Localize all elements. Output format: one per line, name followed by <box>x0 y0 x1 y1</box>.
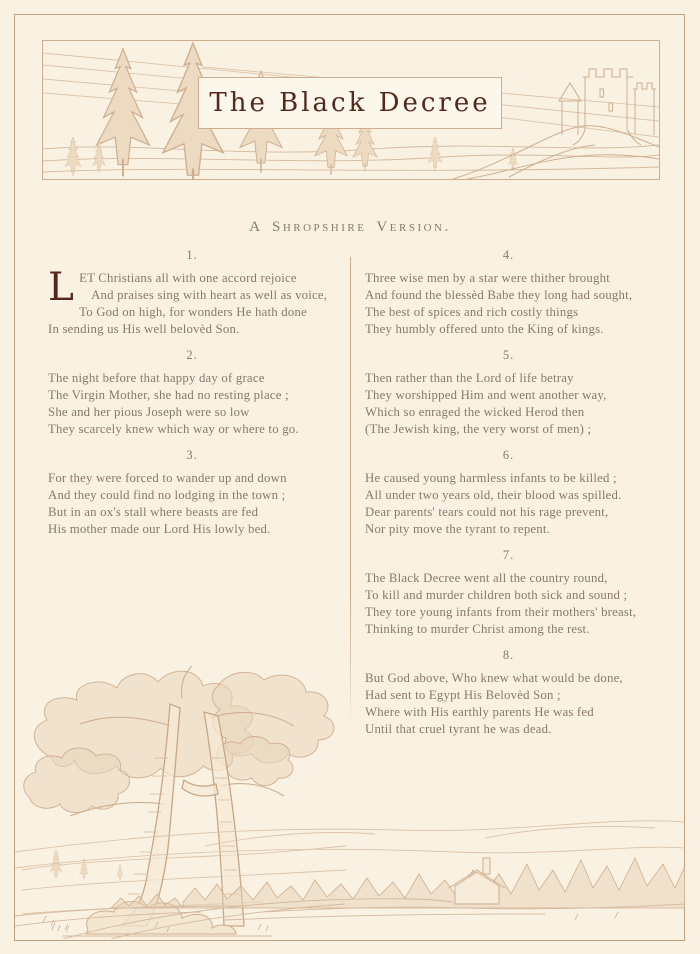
verse-line: Until that cruel tyrant he was dead. <box>365 722 552 736</box>
verse-line: In sending us His well belovèd Son. <box>48 322 240 336</box>
verse-line: Where with His earthly parents He was fed <box>365 705 594 719</box>
verse-line: The best of spices and rich costly things <box>365 305 579 319</box>
page-title: The Black Decree <box>209 88 491 118</box>
verse-line: And found the blessèd Babe they long had sought, <box>365 288 633 302</box>
verse-line: All under two years old, their blood was spilled. <box>365 488 622 502</box>
stanza <box>365 449 652 538</box>
stanza <box>365 349 652 438</box>
verse-line: And they could find no lodging in the town ; <box>48 488 286 502</box>
title-box <box>198 77 502 129</box>
stanza-number: 3. <box>186 448 198 462</box>
verse-line: They tore young infants from their mothers' breast, <box>365 605 637 619</box>
stanza-lines <box>365 270 652 338</box>
verse-line: They worshipped Him and went another way, <box>365 388 607 402</box>
stanza <box>365 549 652 638</box>
page-subtitle: A Shropshire Version. <box>249 219 451 235</box>
verse-line: They humbly offered unto the King of kings. <box>365 322 604 336</box>
verse-line: And praises sing with heart as well as voice, <box>91 288 328 302</box>
stanza <box>48 349 336 438</box>
verse-line: The Black Decree went all the country round, <box>365 571 608 585</box>
verse-line: His mother made our Lord His lowly bed. <box>48 522 271 536</box>
verse-line: Three wise men by a star were thither brought <box>365 271 610 285</box>
stanza-number: 2. <box>186 348 198 362</box>
stanza <box>365 249 652 338</box>
verse-line: To God on high, for wonders He hath done <box>79 305 307 319</box>
verse-line-text: ET Christians all with one accord rejoice <box>79 271 297 285</box>
verse-line: But God above, Who knew what would be done, <box>365 671 623 685</box>
stanza-number: 4. <box>502 248 515 262</box>
stanza-number: 8. <box>502 648 515 662</box>
stanza-lines <box>48 265 336 338</box>
ground-lines <box>43 145 659 172</box>
stanza-lines <box>365 570 652 638</box>
verse-line: He caused young harmless infants to be killed ; <box>365 471 617 485</box>
verse-line: Had sent to Egypt His Belovèd Son ; <box>365 688 561 702</box>
stanza-lines <box>365 470 652 538</box>
stanza <box>365 649 652 738</box>
verse-line: The Virgin Mother, she had no resting place ; <box>48 388 289 402</box>
verse-line: Which so enraged the wicked Herod then <box>365 405 585 419</box>
stanza-lines <box>48 470 336 538</box>
header-illustration-band <box>42 40 660 180</box>
column-divider <box>350 257 351 725</box>
stanza-number: 5. <box>502 348 515 362</box>
verse-line: For they were forced to wander up and down <box>48 471 287 485</box>
stanza-number: 6. <box>502 448 515 462</box>
stanza-number: 1. <box>186 248 198 262</box>
stanza <box>48 249 336 338</box>
landscape-illustration <box>15 800 685 939</box>
stanza-lines <box>365 370 652 438</box>
stanza-lines <box>365 670 652 738</box>
stanza-lines <box>48 370 336 438</box>
verse-line: Then rather than the Lord of life betray <box>365 371 574 385</box>
stanza <box>48 449 336 538</box>
verse-line: The night before that happy day of grace <box>48 371 265 385</box>
stanza-number: 7. <box>502 548 515 562</box>
verse-line: Nor pity move the tyrant to repent. <box>365 522 551 536</box>
verse-line: But in an ox's stall where beasts are fed <box>48 505 259 519</box>
verse-line: She and her pious Joseph were so low <box>48 405 250 419</box>
verse-line: To kill and murder children both sick and sound ; <box>365 588 628 602</box>
verse-line: Thinking to murder Christ among the rest. <box>365 622 590 636</box>
verse-line: They scarcely knew which way or where to go. <box>48 422 299 436</box>
verse-line: (The Jewish king, the very worst of men) ; <box>365 422 592 436</box>
poem-column-right <box>365 249 652 749</box>
verse-line: Dear parents' tears could not his rage prevent, <box>365 505 609 519</box>
drop-cap: L <box>48 265 75 310</box>
